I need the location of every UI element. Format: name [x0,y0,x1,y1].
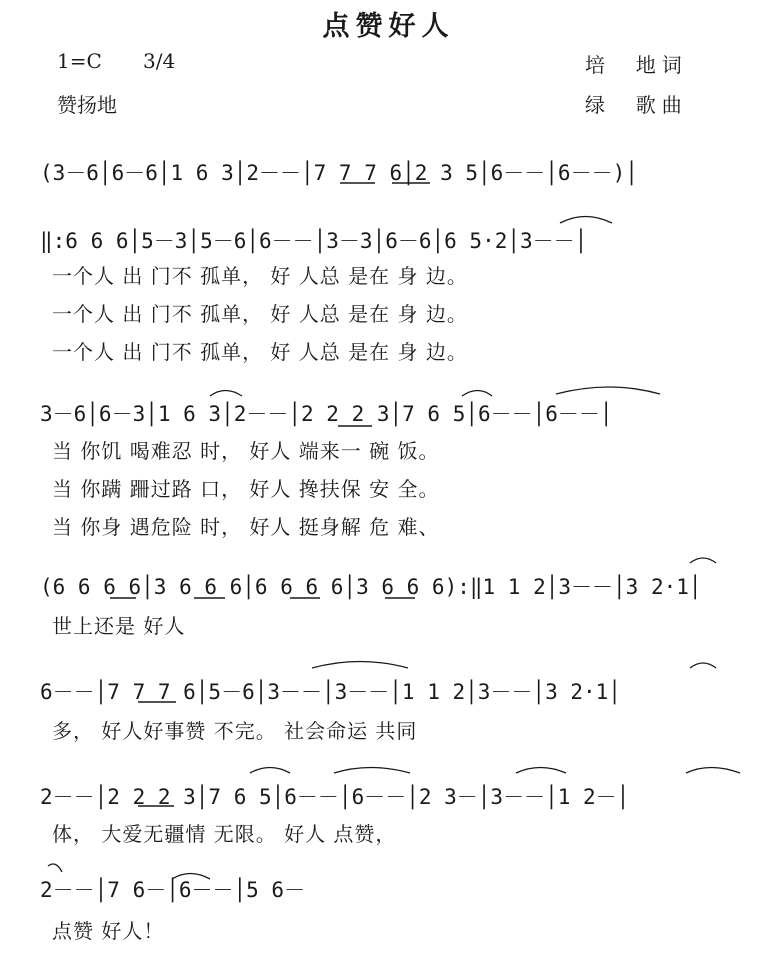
slur-mark [516,768,566,774]
slur-mark [312,662,408,669]
slur-mark [690,558,716,563]
lyric-line-1: 世上还是 好人 [52,614,186,638]
slur-mark [334,768,410,774]
notation-line: 2－－│7 6－│6－－│5 6－ [40,878,306,902]
time-signature: 3/4 [143,49,176,73]
composer-credit: 绿 歌曲 [585,93,688,117]
lyric-line-2: 当 你蹒 跚过路 口， 好人 搀扶保 安 全。 [52,477,440,501]
key-signature: 1=C [57,49,102,73]
song-title: 点赞好人 [322,11,455,42]
lyric-line-2: 一个人 出 门不 孤单， 好 人总 是在 身 边。 [52,302,468,326]
notation-line: 6－－│7 7 7 6│5－6│3－－│3－－│1 1 2│3－－│3 2·1│ [40,680,621,704]
slur-mark [686,768,740,774]
singer-credit: 赞扬地 [57,93,117,117]
notation-line: 3－6│6－3│1 6 3│2－－│2 2 2 3│7 6 5│6－－│6－－│ [40,402,613,426]
lyricist-credit: 培 地词 [585,53,688,77]
notation-line: ‖:6 6 6│5－3│5－6│6－－│3－3│6－6│6 5·2│3－－│ [40,229,588,253]
slur-mark [690,663,716,668]
notation-line: (3－6│6－6│1 6 3│2－－│7 7 7 6│2 3 5│6－－│6－－)│ [40,161,638,185]
notation-line: (6 6 6 6│3 6 6 6│6 6 6 6│3 6 6 6):‖1 1 2│3－－│3 2·1│ [40,575,702,599]
lyric-line-3: 当 你身 遇危险 时， 好人 挺身解 危 难、 [52,515,440,539]
notation-line: 2－－│2 2 2 3│7 6 5│6－－│6－－│2 3－│3－－│1 2－│ [40,785,630,809]
slur-mark [250,768,290,774]
lyric-line-1: 点赞 好人！ [52,919,165,943]
lyric-line-1: 多， 好人好事赞 不完。 社会命运 共同 [52,719,418,743]
lyric-line-1: 当 你饥 喝难忍 时， 好人 端来一 碗 饭。 [52,439,440,463]
lyric-line-3: 一个人 出 门不 孤单， 好 人总 是在 身 边。 [52,340,468,364]
lyric-line-1: 一个人 出 门不 孤单， 好 人总 是在 身 边。 [52,264,468,288]
lyric-line-1: 体， 大爱无疆情 无限。 好人 点赞， [52,822,397,846]
